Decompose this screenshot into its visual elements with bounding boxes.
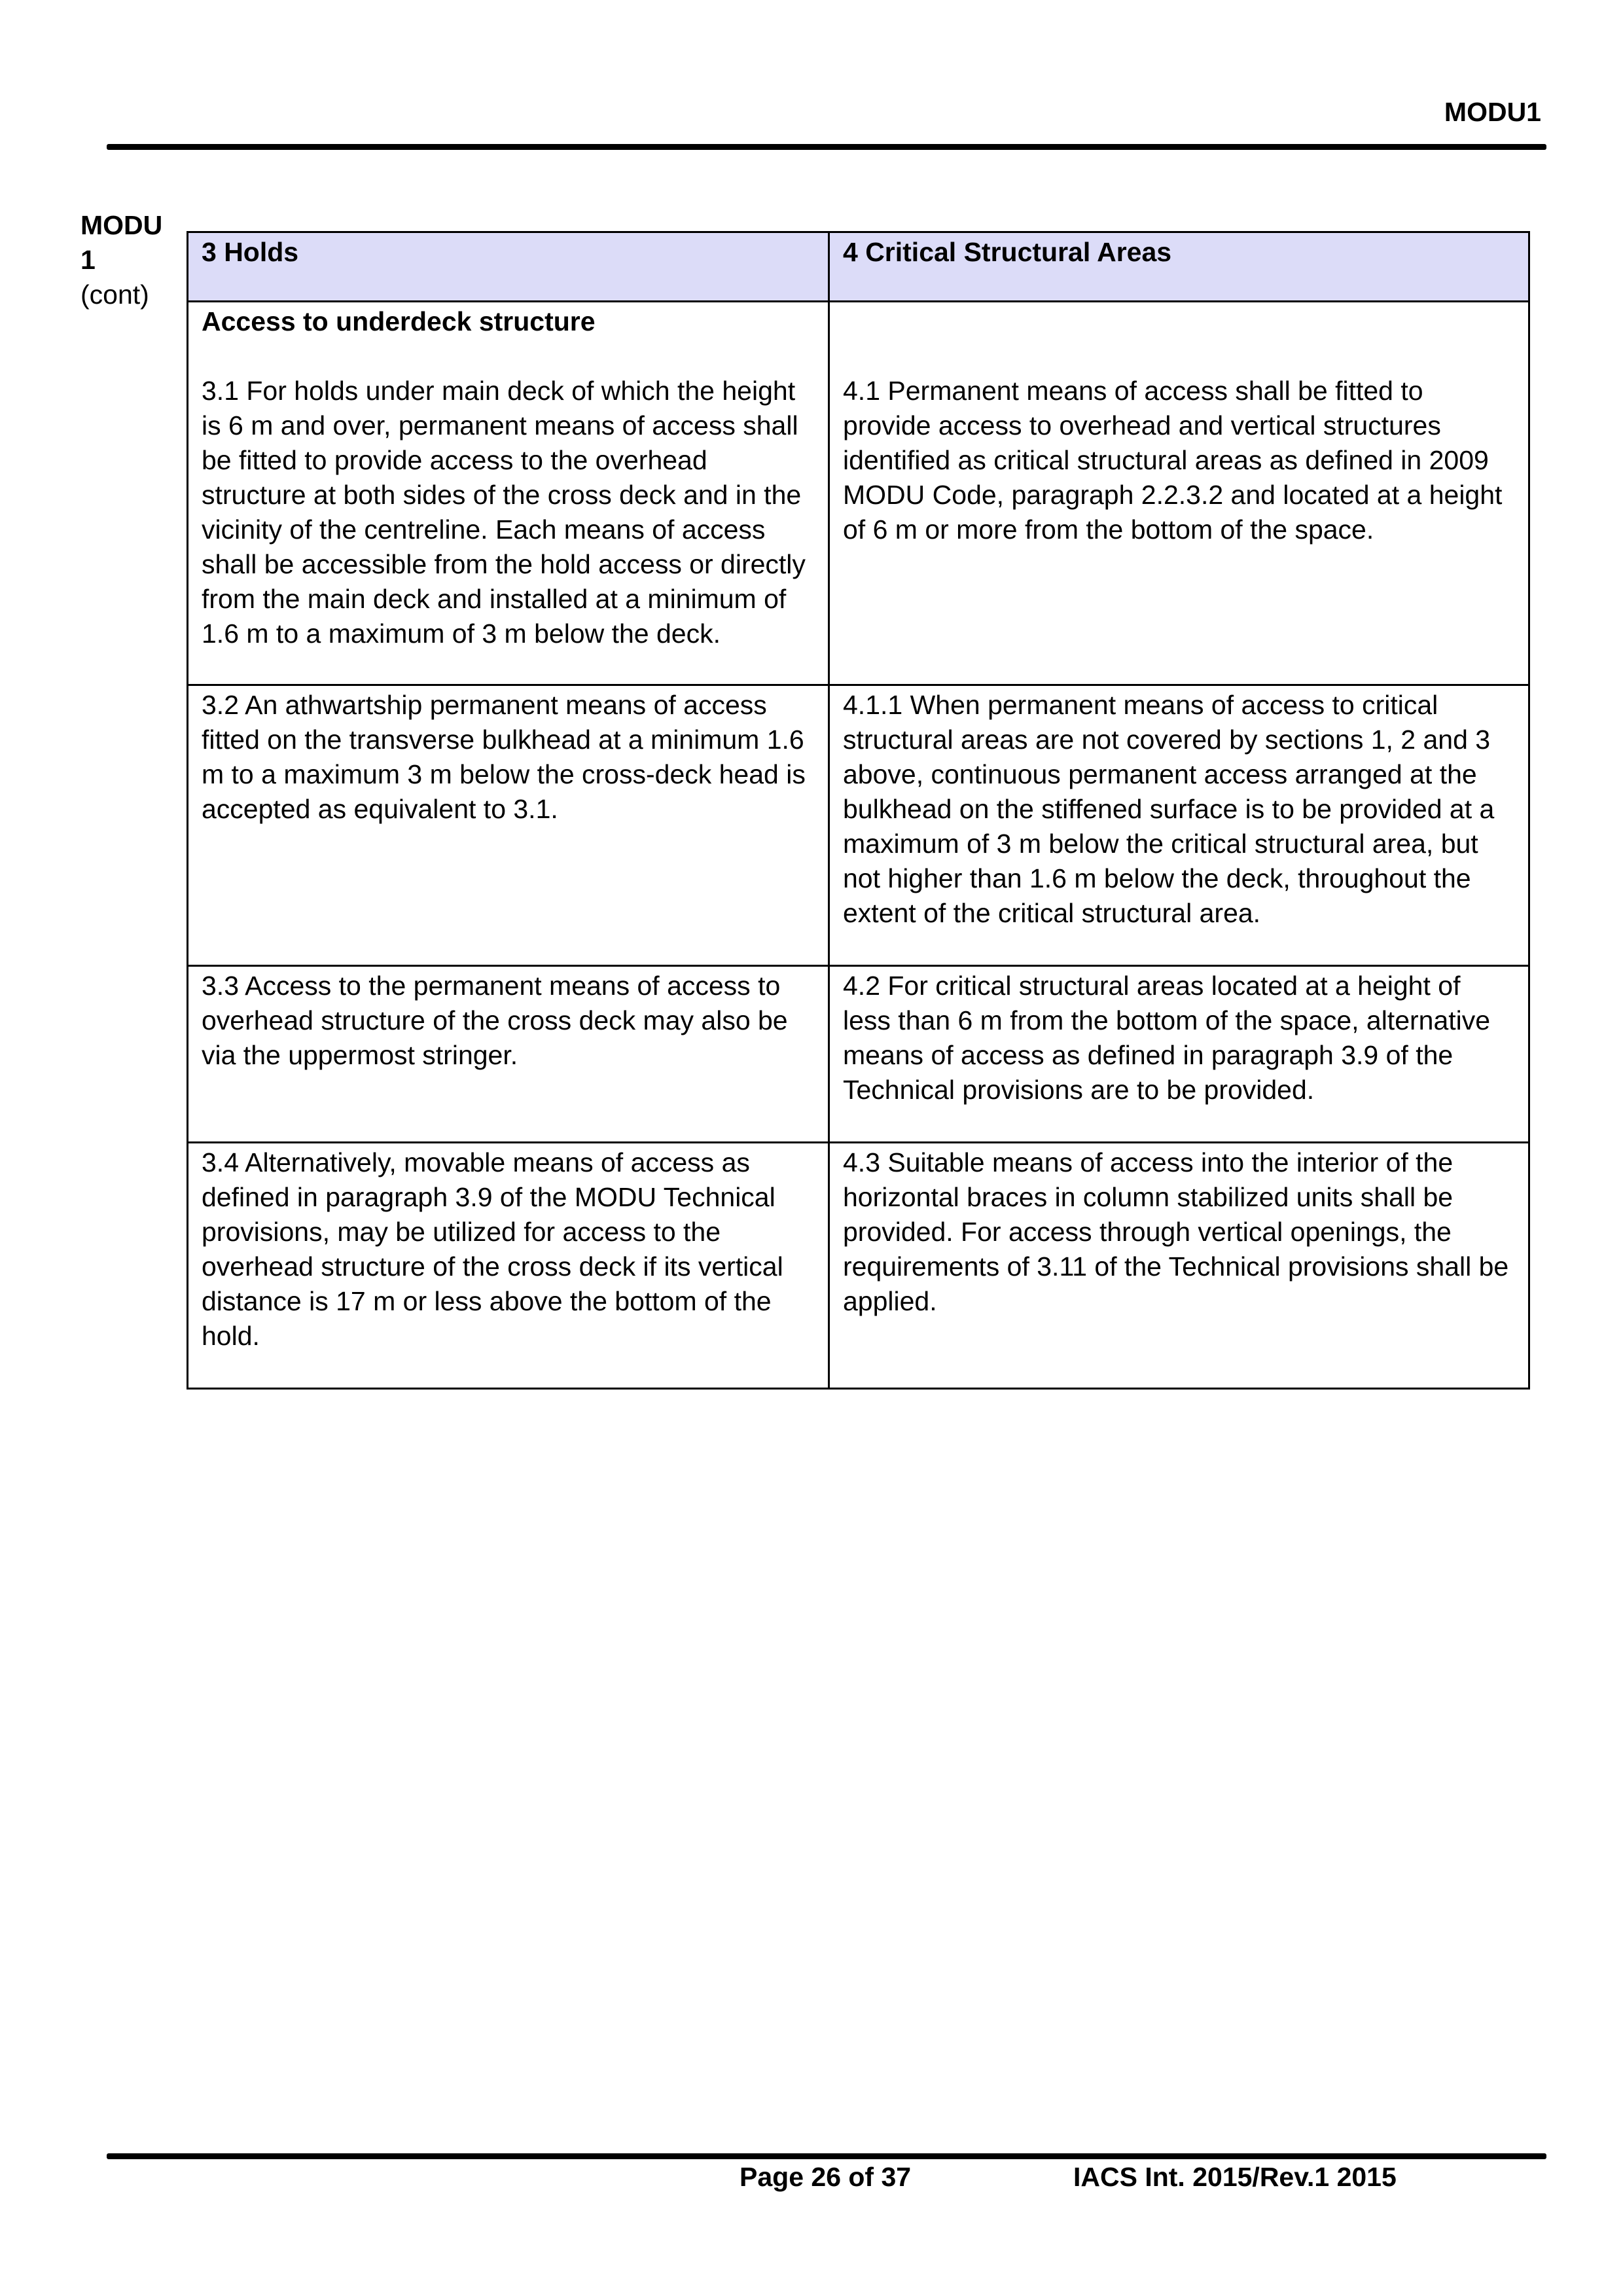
- table-header-row: [188, 232, 1529, 302]
- clause-3-3: 3.3 Access to the permanent means of access to overhead structure of the cross deck may also be via the uppermost stringer.: [188, 966, 829, 1143]
- clause-4-2: 4.2 For critical structural areas located at a height of less than 6 m from the bottom of the space, alternative means of access as defined in paragraph 3.9 of the Technical provisions are to be provided.: [829, 966, 1529, 1143]
- page-number: Page 26 of 37: [740, 2162, 912, 2192]
- table-row: [188, 1143, 1529, 1389]
- requirements-table: [187, 231, 1530, 1390]
- clause-4-1-1: 4.1.1 When permanent means of access to critical structural areas are not covered by sections 1, 2 and 3 above, continuous permanent access arranged at the bulkhead on the stiffened surface is to be provided at a maximum of 3 m below the critical structural area, but not higher than 1.6 m below the deck, throughout the extent of the critical structural area.: [829, 685, 1529, 966]
- margin-label-line1: MODU: [80, 210, 163, 240]
- table-row: [188, 302, 1529, 685]
- footer-rule: [107, 2153, 1546, 2159]
- document-code: MODU1: [1444, 97, 1541, 127]
- col-heading-holds: 3 Holds: [188, 232, 829, 302]
- table-row: [188, 685, 1529, 966]
- clause-4-1: 4.1 Permanent means of access shall be fitted to provide access to overhead and vertical structures identified as critical structural areas as defined in 2009 MODU Code, paragraph 2.2.3.2 and located at a height of 6 m or more from the bottom of the space.: [843, 376, 1503, 545]
- header-rule: [107, 144, 1546, 150]
- col-heading-critical-areas: 4 Critical Structural Areas: [829, 232, 1529, 302]
- document-reference: IACS Int. 2015/Rev.1 2015: [1073, 2162, 1397, 2192]
- clause-3-4: 3.4 Alternatively, movable means of access as defined in paragraph 3.9 of the MODU Technical provisions, may be utilized for access to the overhead structure of the cross deck if its vertical distance is 17 m or less above the bottom of the hold.: [188, 1143, 829, 1389]
- margin-label-line2: 1: [80, 245, 96, 275]
- margin-label-line3: (cont): [80, 279, 149, 310]
- clause-3-1: 3.1 For holds under main deck of which the height is 6 m and over, permanent means of access shall be fitted to provide access to the overhead structure at both sides of the cross deck and in the vicinity of the centreline. Each means of access shall be accessible from the hold access or directly from the main deck and installed at a minimum of 1.6 m to a maximum of 3 m below the deck.: [202, 376, 806, 649]
- clause-4-3: 4.3 Suitable means of access into the interior of the horizontal braces in column stabilized units shall be provided. For access through vertical openings, the requirements of 3.11 of the Technical provisions shall be applied.: [829, 1143, 1529, 1389]
- table-cell-left: [188, 302, 829, 685]
- table-row: [188, 966, 1529, 1143]
- subheading-underdeck-access: Access to underdeck structure: [202, 306, 596, 336]
- clause-3-2: 3.2 An athwartship permanent means of access fitted on the transverse bulkhead at a minimum 1.6 m to a maximum 3 m below the cross-deck head is accepted as equivalent to 3.1.: [188, 685, 829, 966]
- table-cell-right: [829, 302, 1529, 685]
- margin-label: [80, 208, 162, 312]
